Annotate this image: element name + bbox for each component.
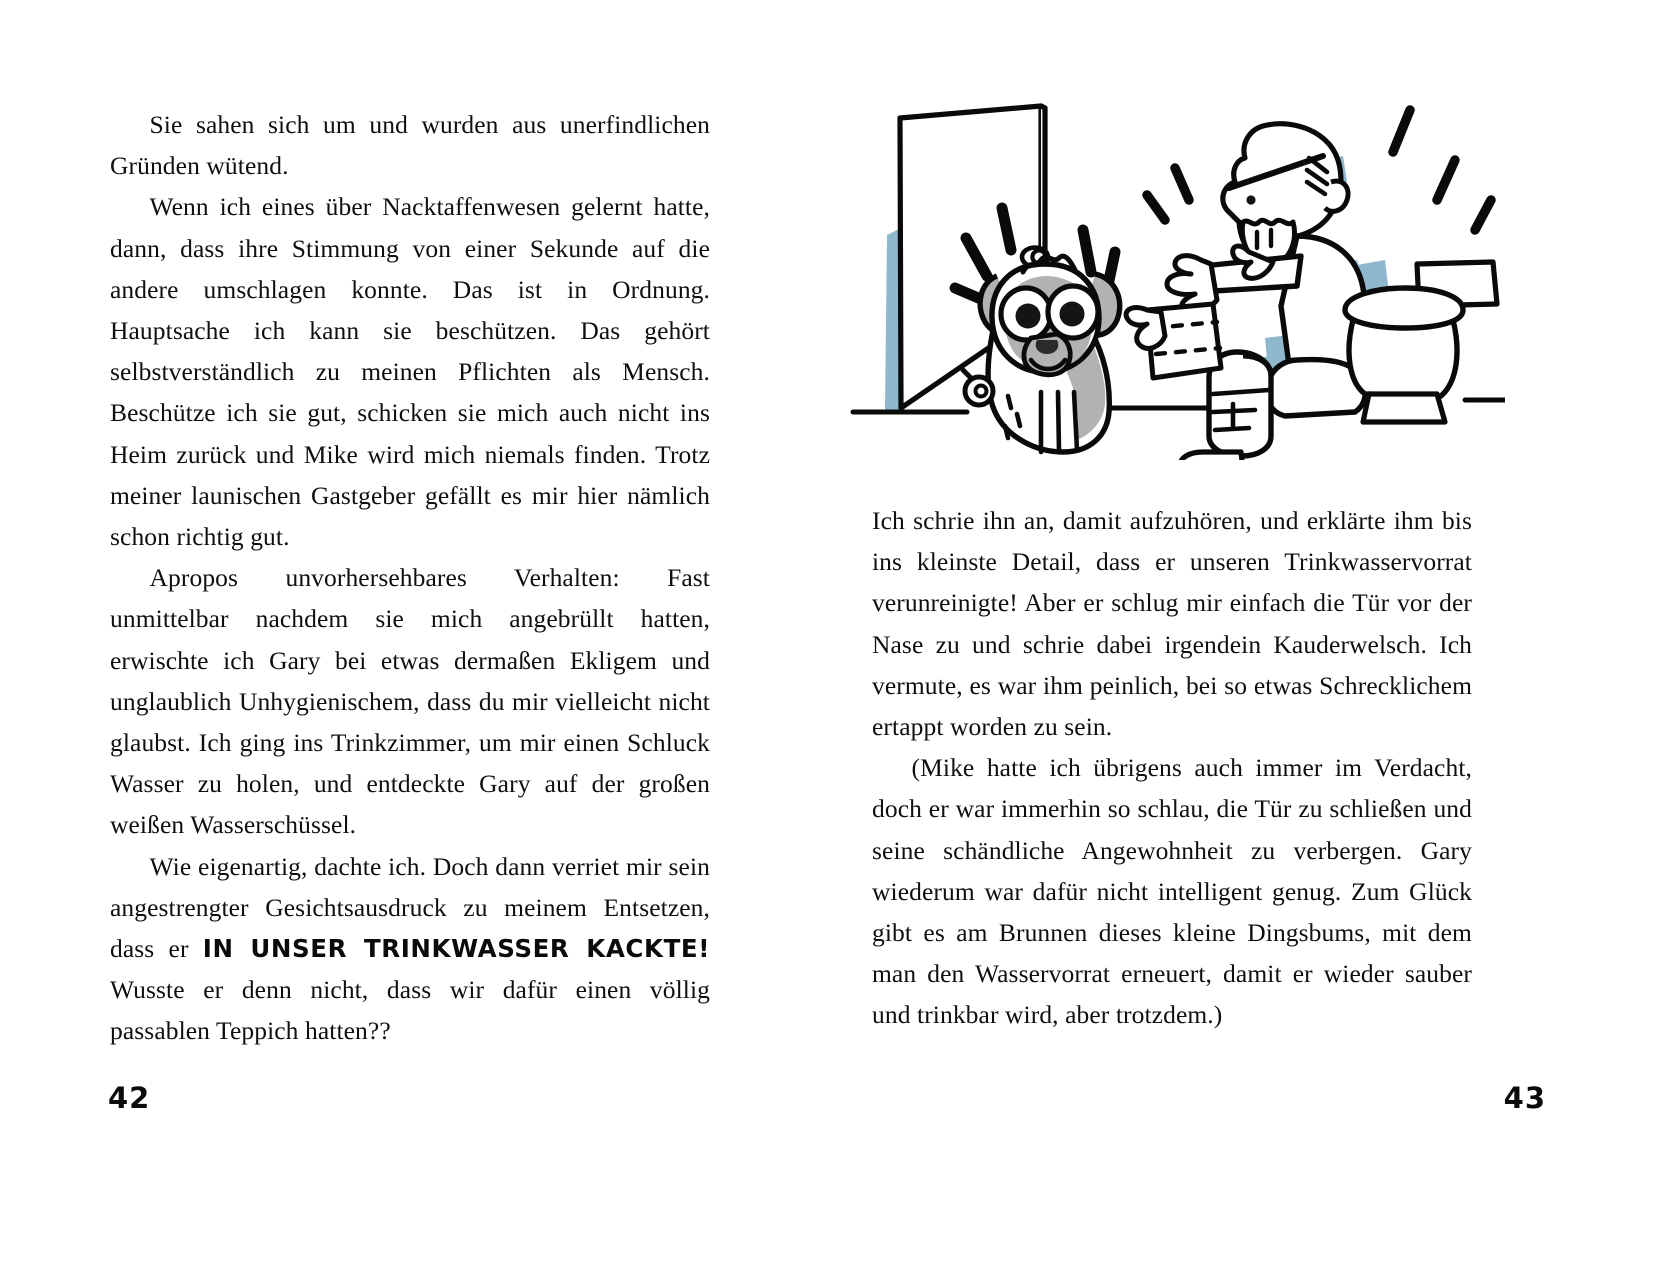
toilet-paper xyxy=(1126,304,1221,378)
emphasized-shout-text: IN UNSER TRINKWASSER KACKTE! xyxy=(202,934,710,964)
illustration-svg xyxy=(845,60,1505,460)
toilet-base xyxy=(1363,394,1445,422)
right-page-text-column xyxy=(872,500,1472,1036)
paragraph: Ich schrie ihn an, damit aufzuhören, und erklärte ihm bis ins kleinste Detail, dass er unseren Trinkwasservorrat verunreinigte! Aber er schlug mir einfach die Tür vor der Nase zu und schrie dabei irgendein Kauderwelsch. Ich vermute, es war ihm peinlich, bei so etwas Schrecklichem ertappt worden zu sein. xyxy=(872,506,1472,742)
paragraph: Wenn ich eines über Nacktaffenwesen gelernt hatte, dann, dass ihre Stimmung von einer Sekunde auf die andere umschlagen konnte. Das ist in Ordnung. Hauptsache ich kann sie beschützen. Das gehört selbstverständlich zu meinen Pflichten als Mensch. Beschütze ich sie gut, schicken sie mich auch nicht ins Heim zurück und Mike wird mich niemals finden. Trotz meiner launischen Gastgeber gefällt es mir hier nämlich schon richtig gut. xyxy=(110,192,710,552)
paragraph: Apropos unvorhersehbares Verhalten: Fast unmittelbar nachdem sie mich angebrüllt hatten, erwischte ich Gary bei etwas dermaßen Ekligem und unglaublich Unhygienischem, dass du mir vielleicht nicht glaubst. Ich ging ins Trinkzimmer, um mir einen Schluck Wasser zu holen, und entdeckte Gary auf der großen weißen Wasserschüssel. xyxy=(110,563,710,840)
left-page-text-column xyxy=(110,104,710,1052)
paragraph-with-shout xyxy=(110,846,710,1052)
paragraph-text-after-shout: Wusste er denn nicht, dass wir dafür einen völlig passablen Teppich hatten?? xyxy=(110,975,710,1046)
chapter-illustration xyxy=(845,60,1505,460)
pug-dog xyxy=(963,256,1120,452)
paragraph: (Mike hatte ich übrigens auch immer im Verdacht, doch er war immerhin so schlau, die Tür zu schließen und seine schändliche Angewohnheit zu verbergen. Gary wiederum war dafür nicht intelligent genug. Zum Glück gibt es am Brunnen dieses kleine Dingsbums, mit dem man den Wasservorrat erneuert, damit er wieder sauber und trinkbar wird, aber trotzdem.) xyxy=(872,753,1472,1030)
page-number-left: 42 xyxy=(108,1081,151,1115)
hand-holding-paper xyxy=(1126,308,1165,349)
paragraph: Sie sahen sich um und wurden aus unerfindlichen Gründen wütend. xyxy=(110,110,710,181)
right-page xyxy=(827,0,1654,1270)
man-eye xyxy=(1246,195,1255,204)
toilet-bowl xyxy=(1349,320,1457,396)
toilet-seat xyxy=(1345,288,1463,328)
page-number-right: 43 xyxy=(1503,1081,1546,1115)
paragraph-text-before-shout: Wie eigenartig, dachte ich. Doch dann verriet mir sein angestrengter Gesichtsausdruck zu meinem Entsetzen, dass er xyxy=(110,851,710,964)
man-foot xyxy=(1181,452,1243,460)
